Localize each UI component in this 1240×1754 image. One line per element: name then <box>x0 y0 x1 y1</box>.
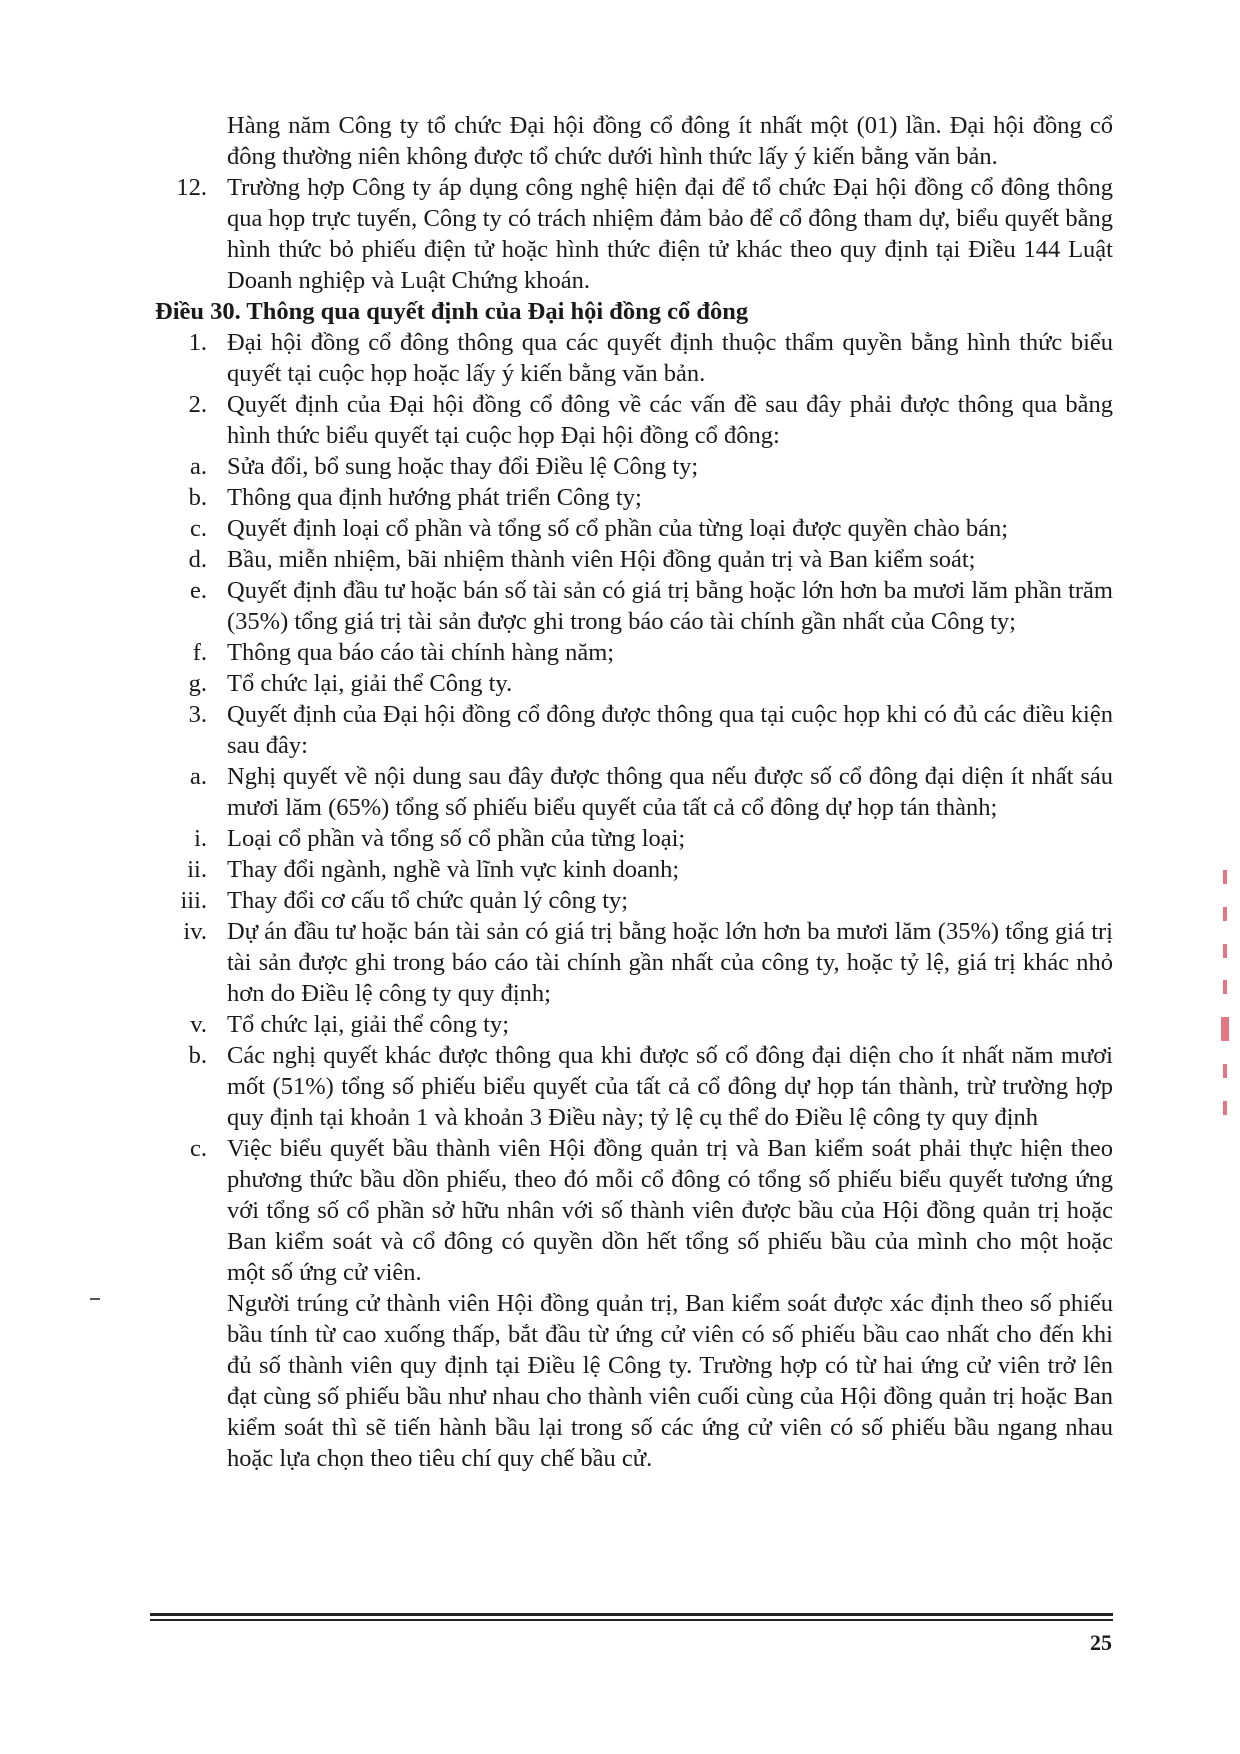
item-label: 12. <box>176 174 207 201</box>
item-label: b. <box>188 1042 207 1069</box>
list-item <box>155 854 1113 885</box>
page-number: 25 <box>1090 1630 1112 1655</box>
footer-rule-thin <box>150 1619 1113 1621</box>
item-label: 1. <box>188 329 207 356</box>
item-label: 3. <box>188 701 207 728</box>
item-text: Nghị quyết về nội dung sau đây được thông qua nếu được số cổ đông đại diện ít nhất sáu mươi lăm (65%) tổng số phiếu biểu quyết của tất cả cổ đông dự họp tán thành; <box>227 763 1113 821</box>
item-text: Thay đổi cơ cấu tổ chức quản lý công ty; <box>227 887 629 914</box>
item-text: Tổ chức lại, giải thể Công ty. <box>227 670 513 697</box>
margin-mark <box>90 1298 100 1300</box>
item-text: Quyết định của Đại hội đồng cổ đông về các vấn đề sau đây phải được thông qua bằng hình thức biểu quyết tại cuộc họp Đại hội đồng cổ đông: <box>227 391 1113 449</box>
item-label: a. <box>190 453 207 480</box>
page-body <box>155 110 1113 1474</box>
list-item <box>155 451 1113 482</box>
item-label: iii. <box>180 887 207 914</box>
intro-paragraph: Hàng năm Công ty tổ chức Đại hội đồng cổ đông ít nhất một (01) lần. Đại hội đồng cổ đông thường niên không được tổ chức dưới hình thức lấy ý kiến bằng văn bản. <box>227 112 1113 170</box>
list-item <box>155 389 1113 451</box>
item-label: d. <box>188 546 207 573</box>
item-text: Thông qua định hướng phát triển Công ty; <box>227 484 642 511</box>
list-item <box>155 544 1113 575</box>
footer-rule-thick <box>150 1613 1113 1616</box>
item-label: c. <box>190 515 207 542</box>
item-text: Dự án đầu tư hoặc bán tài sản có giá trị bằng hoặc lớn hơn ba mươi lăm (35%) tổng giá trị tài sản được ghi trong báo cáo tài chính gần nhất của công ty, hoặc tỷ lệ, giá trị khác nhỏ hơn do Điều lệ công ty quy định; <box>227 918 1113 1007</box>
item-text: Quyết định của Đại hội đồng cổ đông được thông qua tại cuộc họp khi có đủ các điều kiện sau đây: <box>227 701 1113 759</box>
list-item <box>155 699 1113 761</box>
list-item <box>155 575 1113 637</box>
edge-stamp-marks <box>1218 870 1232 1115</box>
list-item <box>155 1040 1113 1133</box>
closing-paragraph: Người trúng cử thành viên Hội đồng quản trị, Ban kiểm soát được xác định theo số phiếu bầu tính từ cao xuống thấp, bắt đầu từ ứng cử viên có số phiếu bầu cao nhất cho đến khi đủ số thành viên quy định tại Điều lệ Công ty. Trường hợp có từ hai ứng cử viên trở lên đạt cùng số phiếu bầu như nhau cho thành viên cuối cùng của Hội đồng quản trị hoặc Ban kiểm soát thì sẽ tiến hành bầu lại trong số các ứng cử viên có số phiếu bầu ngang nhau hoặc lựa chọn theo tiêu chí quy chế bầu cử. <box>227 1290 1113 1472</box>
item-text: Bầu, miễn nhiệm, bãi nhiệm thành viên Hội đồng quản trị và Ban kiểm soát; <box>227 546 976 573</box>
item-label: 2. <box>188 391 207 418</box>
list-item <box>155 761 1113 823</box>
list-item <box>155 916 1113 1009</box>
item-text: Tổ chức lại, giải thể công ty; <box>227 1011 510 1038</box>
list-item <box>155 327 1113 389</box>
item-label: iv. <box>183 918 207 945</box>
item-label: ii. <box>187 856 207 883</box>
item-text: Loại cổ phần và tổng số cổ phần của từng loại; <box>227 825 686 852</box>
item-label: a. <box>190 763 207 790</box>
list-item <box>155 1009 1113 1040</box>
list-item <box>155 482 1113 513</box>
list-item <box>155 637 1113 668</box>
item-text: Các nghị quyết khác được thông qua khi được số cổ đông đại diện cho ít nhất năm mươi mốt (51%) tổng số phiếu biểu quyết của tất cả cổ đông dự họp tán thành, trừ trường hợp quy định tại khoản 1 và khoản 3 Điều này; tỷ lệ cụ thể do Điều lệ công ty quy định <box>227 1042 1113 1131</box>
item-text: Thông qua báo cáo tài chính hàng năm; <box>227 639 615 666</box>
item-label: e. <box>190 577 207 604</box>
list-item <box>155 823 1113 854</box>
list-item <box>155 668 1113 699</box>
list-item <box>155 172 1113 296</box>
item-text: Việc biểu quyết bầu thành viên Hội đồng quản trị và Ban kiểm soát phải thực hiện theo phương thức bầu dồn phiếu, theo đó mỗi cổ đông có tổng số phiếu biểu quyết tương ứng với tổng số cổ phần sở hữu nhân với số thành viên được bầu của Hội đồng quản trị hoặc Ban kiểm soát và cổ đông có quyền dồn hết tổng số phiếu bầu của mình cho một hoặc một số ứng cử viên. <box>227 1135 1113 1286</box>
item-text: Quyết định đầu tư hoặc bán số tài sản có giá trị bằng hoặc lớn hơn ba mươi lăm phần trăm (35%) tổng giá trị tài sản được ghi trong báo cáo tài chính gần nhất của Công ty; <box>227 577 1113 635</box>
list-item <box>155 513 1113 544</box>
item-label: i. <box>194 825 207 852</box>
item-text: Trường hợp Công ty áp dụng công nghệ hiện đại để tổ chức Đại hội đồng cổ đông thông qua họp trực tuyến, Công ty có trách nhiệm đảm bảo để cổ đông tham dự, biểu quyết bằng hình thức bỏ phiếu điện tử hoặc hình thức điện tử khác theo quy định tại Điều 144 Luật Doanh nghiệp và Luật Chứng khoán. <box>227 174 1113 294</box>
item-text: Quyết định loại cổ phần và tổng số cổ phần của từng loại được quyền chào bán; <box>227 515 1009 542</box>
item-label: v. <box>190 1011 207 1038</box>
article-heading: Điều 30. Thông qua quyết định của Đại hội đồng cổ đông <box>155 298 749 325</box>
list-item <box>155 885 1113 916</box>
item-text: Sửa đổi, bổ sung hoặc thay đổi Điều lệ Công ty; <box>227 453 699 480</box>
item-label: c. <box>190 1135 207 1162</box>
item-text: Thay đổi ngành, nghề và lĩnh vực kinh doanh; <box>227 856 680 883</box>
list-item <box>155 1133 1113 1288</box>
item-label: b. <box>188 484 207 511</box>
item-text: Đại hội đồng cổ đông thông qua các quyết định thuộc thẩm quyền bằng hình thức biểu quyết tại cuộc họp hoặc lấy ý kiến bằng văn bản. <box>227 329 1113 387</box>
item-label: g. <box>188 670 207 697</box>
item-label: f. <box>192 639 207 666</box>
